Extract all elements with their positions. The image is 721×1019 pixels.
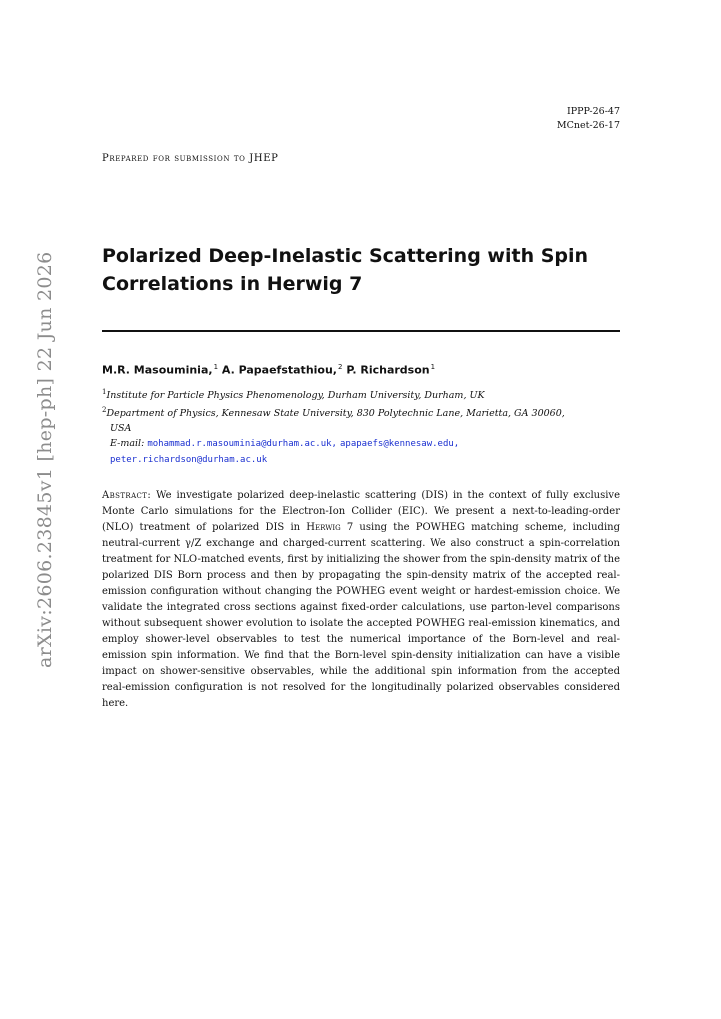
email-line	[102, 436, 622, 452]
email-link-richardson[interactable]: peter.richardson@durham.ac.uk	[110, 455, 268, 466]
author-name: M.R. Masouminia,	[102, 363, 213, 377]
affiliation-text: Institute for Particle Physics Phenomenology, Durham University, Durham, UK	[106, 390, 485, 402]
author-affiliation-mark: 1	[213, 363, 219, 371]
herwig-name: Herwig	[306, 522, 341, 533]
affiliation-number: 2	[102, 406, 107, 415]
email-link-masouminia[interactable]: mohammad.r.masouminia@durham.ac.uk,	[147, 439, 337, 450]
affiliation-2-continued: USA	[110, 423, 132, 435]
report-number-ippp: IPPP-26-47	[566, 106, 620, 117]
paper-title	[102, 242, 622, 298]
abstract-text-part-1: We investigate polarized deep-inelastic scattering (DIS) in the context of fully exclusive Monte Carlo simulations for the Electron-Ion Collider (EIC). We present a next-to-leading-order (NLO) treatment of polarized DIS in	[102, 490, 620, 533]
affiliation-number: 1	[102, 388, 107, 396]
author-name: A. Papaefstathiou,	[221, 363, 337, 377]
email-label: E-mail:	[110, 438, 145, 450]
author-affiliation-mark: 2	[338, 363, 343, 371]
author-list	[102, 363, 435, 377]
affiliation-text: Department of Physics, Kennesaw State University, 830 Polytechnic Lane, Marietta, GA 30060,	[106, 408, 565, 420]
arxiv-identifier-stamp: arXiv:2606.23845v1 [hep-ph] 22 Jun 2026	[34, 251, 56, 668]
title-divider	[102, 330, 620, 332]
title-line-1: Polarized Deep-Inelastic Scattering with Spin	[102, 245, 589, 267]
abstract-label: Abstract:	[102, 490, 152, 501]
affiliations	[102, 385, 622, 468]
email-line-2	[102, 452, 622, 468]
author-name: P. Richardson	[346, 363, 430, 377]
email-link-papaefstathiou[interactable]: apapaefs@kennesaw.edu,	[340, 439, 460, 450]
affiliation-1	[102, 385, 622, 403]
title-line-2: Correlations in Herwig 7	[102, 273, 363, 295]
abstract-text-part-2: 7 using the POWHEG matching scheme, including neutral-current γ/Z exchange and charged-current scattering. We also construct a spin-correlation treatment for NLO-matched events, first by initializing the shower from the spin-density matrix of the polarized DIS Born process and then by propagating the spin-density matrix of the accepted real-emission configuration without changing the POWHEG event weight or hardest-emission choice. We validate the integrated cross sections against fixed-order calculations, use parton-level comparisons without subsequent shower evolution to isolate the accepted POWHEG real-emission kinematics, and employ shower-level observables to test the numerical importance of the Born-level and real-emission spin information. We find that the Born-level spin-density initialization can have a visible impact on shower-sensitive observables, while the additional spin information from the accepted real-emission configuration is not resolved for the longitudinally polarized observables considered here.	[102, 522, 620, 709]
abstract	[102, 488, 620, 712]
affiliation-2	[102, 403, 622, 421]
report-number-mcnet: MCnet-26-17	[556, 120, 620, 131]
report-numbers	[557, 105, 620, 133]
submission-note: Prepared for submission to JHEP	[102, 153, 279, 164]
author-affiliation-mark: 1	[430, 363, 436, 371]
